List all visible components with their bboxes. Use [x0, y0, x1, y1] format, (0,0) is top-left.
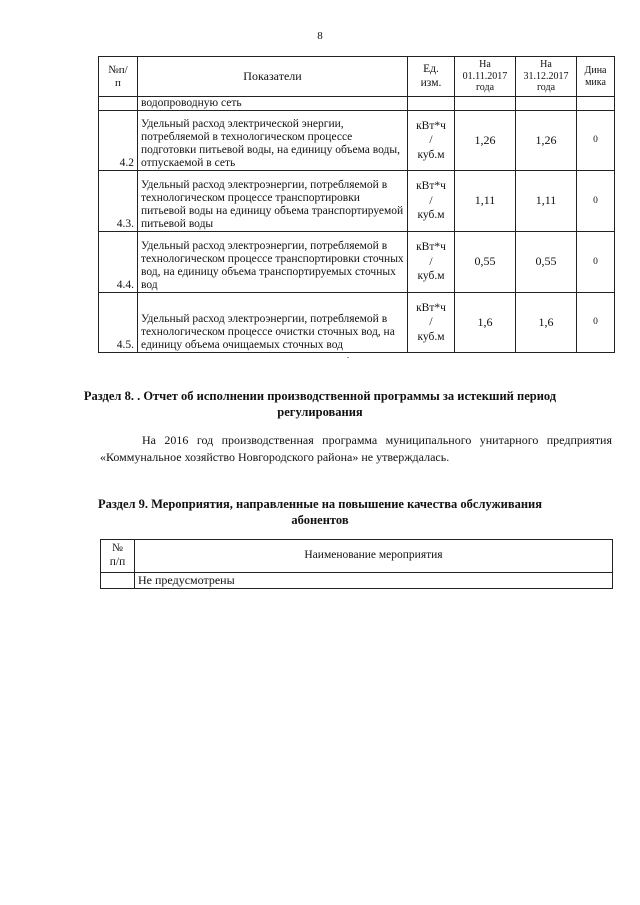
continuation-row — [99, 97, 615, 111]
section9-heading: Раздел 9. Мероприятия, направленные на повышение качества обслуживания абонентов — [97, 497, 543, 528]
row-dynamics: 0 — [577, 231, 615, 292]
row-unit: кВт*ч / куб.м — [408, 292, 455, 352]
measures-table — [100, 539, 613, 589]
row-value-date1: 0,55 — [455, 231, 516, 292]
row-indicator-name: Удельный расход электроэнергии, потребляемой в технологическом процессе очистки сточных вод, на единицу объема очищаемых сточных вод — [138, 292, 408, 352]
row-unit: кВт*ч / куб.м — [408, 170, 455, 231]
row-dynamics: 0 — [577, 292, 615, 352]
row-number: 4.3. — [99, 170, 138, 231]
header-indicator: Показатели — [138, 57, 408, 97]
page-number: 8 — [317, 30, 323, 42]
header-unit: Ед. изм. — [408, 57, 455, 97]
section8-heading: Раздел 8. . Отчет об исполнении производственной программы за истекший период регулирования — [83, 389, 557, 420]
row-unit: кВт*ч / куб.м — [408, 231, 455, 292]
continuation-text: водопроводную сеть — [138, 97, 408, 111]
section8-paragraph: На 2016 год производственная программа муниципального унитарного предприятия «Коммунальное хозяйство Новгородского района» не утверждалась. — [100, 433, 612, 464]
table-row — [99, 170, 615, 231]
row-number — [101, 573, 135, 589]
row-indicator-name: Удельный расход электроэнергии, потребляемой в технологическом процессе транспортировки питьевой воды на единицу объема транспортируемой питьевой воды — [138, 170, 408, 231]
row-indicator-name: Удельный расход электрической энергии, потребляемой в технологическом процессе подготовки питьевой воды, на единицу объема воды, отпускаемой в сеть — [138, 110, 408, 170]
row-dynamics: 0 — [577, 110, 615, 170]
row-value-date2: 1,6 — [516, 292, 577, 352]
table-row — [99, 110, 615, 170]
continuation-number — [99, 97, 138, 111]
row-value-date1: 1,26 — [455, 110, 516, 170]
measures-header-row — [101, 540, 613, 573]
row-value-date2: 1,11 — [516, 170, 577, 231]
header-measure-name: Наименование мероприятия — [135, 540, 613, 573]
header-number: №п/ п — [99, 57, 138, 97]
header-date1: На 01.11.2017 года — [455, 57, 516, 97]
row-value-date2: 0,55 — [516, 231, 577, 292]
row-number: 4.2 — [99, 110, 138, 170]
indicators-table — [98, 56, 615, 353]
header-date2: На 31.12.2017 года — [516, 57, 577, 97]
row-number: 4.5. — [99, 292, 138, 352]
header-dynamics: Дина мика — [577, 57, 615, 97]
table-row — [99, 292, 615, 352]
row-dynamics: 0 — [577, 170, 615, 231]
indicators-header-row — [99, 57, 615, 97]
row-value-date1: 1,11 — [455, 170, 516, 231]
row-indicator-name: Удельный расход электроэнергии, потребляемой в технологическом процессе транспортировки сточных вод, на единицу объема транспортируемых сточных вод — [138, 231, 408, 292]
row-value-date1: 1,6 — [455, 292, 516, 352]
row-unit: кВт*ч / куб.м — [408, 110, 455, 170]
row-measure-text: Не предусмотрены — [135, 573, 613, 589]
table-row — [99, 231, 615, 292]
header-number: № п/п — [101, 540, 135, 573]
row-value-date2: 1,26 — [516, 110, 577, 170]
scan-dot — [347, 357, 349, 358]
table-row — [101, 573, 613, 589]
row-number: 4.4. — [99, 231, 138, 292]
